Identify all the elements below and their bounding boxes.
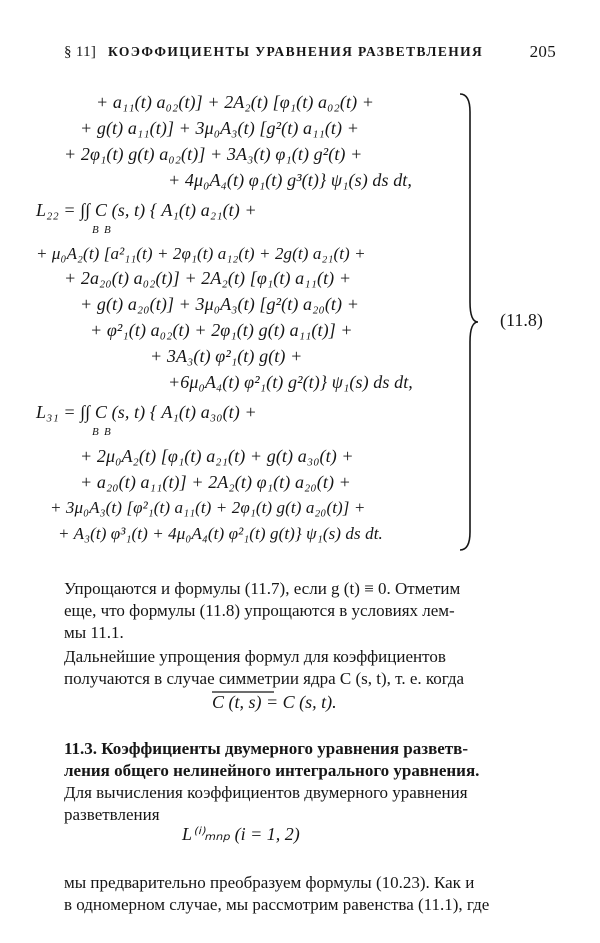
paragraph-4 (64, 872, 554, 916)
page-number: 205 (529, 42, 556, 61)
paragraph-2 (64, 646, 554, 690)
chapter-title: КОЭФФИЦИЕНТЫ УРАВНЕНИЯ РАЗВЕТВЛЕНИЯ (108, 44, 484, 59)
coefficient-formula: L⁽ⁱ⁾ₘₙₚ (i = 1, 2) (182, 824, 300, 844)
paragraph-3 (64, 782, 554, 826)
equation-number: (11.8) (500, 310, 543, 330)
section-marker: § 11] (64, 44, 97, 60)
formula-line: + g(t) a₂₀(t)] + 3μ₀A₃(t) [g²(t) a₂₀(t) + (80, 294, 359, 314)
text-line: мы 11.1. (64, 623, 124, 642)
integral-limit: B (92, 224, 99, 236)
formula-line: + a₂₀(t) a₁₁(t)] + 2A₂(t) φ₁(t) a₂₀(t) + (80, 472, 351, 492)
text-line: получаются в случае симметрии ядра C (s, t), т. е. когда (64, 669, 465, 688)
text-line: Упрощаются и формулы (11.7), если g (t) ≡ 0. Отметим (64, 579, 461, 598)
formula-line: + g(t) a₁₁(t)] + 3μ₀A₃(t) [g²(t) a₁₁(t) + (80, 118, 359, 138)
integral-limit: B (104, 224, 111, 236)
section-heading-line: ления общего нелинейного интегрального уравнения. (64, 761, 480, 780)
formula-line: + φ²₁(t) a₀₂(t) + 2φ₁(t) g(t) a₁₁(t)] + (90, 320, 353, 340)
formula-line: L₂₂ = ∫∫ C (s, t) { A₁(t) a₂₁(t) + (36, 200, 257, 220)
symmetry-formula: C (t, s) = C (s, t). (212, 692, 337, 712)
section-heading-line: 11.3. Коэффициенты двумерного уравнения разветв- (64, 739, 468, 758)
integral-limit: B (92, 426, 99, 438)
right-brace (458, 92, 482, 552)
formula-line: L₃₁ = ∫∫ C (s, t) { A₁(t) a₃₀(t) + (36, 402, 257, 422)
text-line: Для вычисления коэффициентов двумерного уравнения (64, 783, 468, 802)
formula-line: + μ₀A₂(t) [a²₁₁(t) + 2φ₁(t) a₁₂(t) + 2g(t) a₂₁(t) + (36, 244, 366, 263)
formula-line: + 2μ₀A₂(t) [φ₁(t) a₂₁(t) + g(t) a₃₀(t) + (80, 446, 354, 466)
section-heading (64, 738, 554, 782)
text-line: мы предварительно преобразуем формулы (10.23). Как и (64, 873, 475, 892)
formula-line: + a₁₁(t) a₀₂(t)] + 2A₂(t) [φ₁(t) a₀₂(t) + (96, 92, 375, 112)
formula-line: + 2φ₁(t) g(t) a₀₂(t)] + 3A₃(t) φ₁(t) g²(t) + (64, 144, 363, 164)
running-header (64, 44, 556, 68)
formula-line: + 2a₂₀(t) a₀₂(t)] + 2A₂(t) [φ₁(t) a₁₁(t) + (64, 268, 352, 288)
text-line: в одномерном случае, мы рассмотрим равенства (11.1), где (64, 895, 490, 914)
conjugate-bar (212, 690, 276, 694)
text-line: разветвления (64, 805, 160, 824)
formula-line: + 3A₃(t) φ²₁(t) g(t) + (150, 346, 303, 366)
formula-line: + A₃(t) φ³₁(t) + 4μ₀A₄(t) φ²₁(t) g(t)} ψ₁(s) ds dt. (58, 524, 383, 543)
formula-line: +6μ₀A₄(t) φ²₁(t) g²(t)} ψ₁(s) ds dt, (168, 372, 413, 392)
text-line: Дальнейшие упрощения формул для коэффициентов (64, 647, 446, 666)
formula-line: + 3μ₀A₃(t) [φ²₁(t) a₁₁(t) + 2φ₁(t) g(t) a₂₀(t)] + (50, 498, 366, 517)
formula-line: + 4μ₀A₄(t) φ₁(t) g³(t)} ψ₁(s) ds dt, (168, 170, 413, 190)
integral-limit: B (104, 426, 111, 438)
text-line: еще, что формулы (11.8) упрощаются в условиях лем- (64, 601, 455, 620)
paragraph-1 (64, 578, 554, 644)
